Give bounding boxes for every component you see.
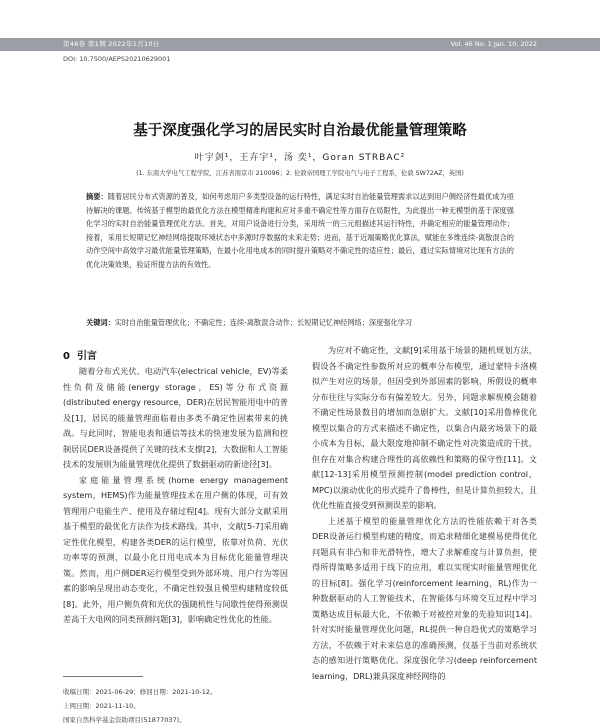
- footnote-funding: 国家自然科学基金资助项目(51877037)。: [63, 716, 186, 724]
- footnote-received: 收稿日期：2021-06-29；修回日期：2021-10-12。: [63, 688, 217, 696]
- paragraph: 家庭能量管理系统(home energy management system，HEMS)作为能量管理技术在用户侧的体现，可有效管理用户电能生产、使用及存储过程[4]。现有大部分文献采用基于模型的最优化方法作为技术路线。其中，文献[5-7]采用确定性优化模型，构建各类DER的运行模型，依靠对负荷、光伏功率等的预测，以最小化日用电成本为目标优化能量管理决策。然而，用户侧DER运行模型受到外部环境、用户行为等因素的影响呈现出动态变化，不确定性较强且模型构建精度较低[8]。此外，用户侧负荷和光伏的强随机性与间歇性使得预测误差高于大电网的同类预测问题[3]，影响确定性优化的性能。: [63, 474, 288, 624]
- paper-title: 基于深度强化学习的居民实时自治最优能量管理策略: [133, 123, 467, 139]
- section-heading: [63, 347, 97, 362]
- journal-issue-cn: 第46卷 第1期 2022年1月10日: [63, 40, 160, 48]
- keywords-text: 实时自治能量管理优化；不确定性；连续-离散混合动作；长短期记忆神经网络；深度强化学习: [114, 318, 413, 327]
- footnote-online: 上网日期：2021-11-10。: [63, 702, 140, 710]
- keywords-label: 关键词：: [86, 318, 115, 327]
- right-column: [312, 343, 537, 684]
- left-column: [63, 364, 288, 628]
- section-title: 引言: [76, 351, 97, 362]
- paragraph: 为应对不确定性，文献[9]采用基于场景的随机规划方法，假设各不确定性参数所对应的概率分布模型，通过蒙特卡洛模拟产生对应的场景，但因受到外部因素的影响，所假设的概率分布往往与实际分布有偏差较大。另外，同题求解规模会随着不确定性场景数目的增加而急剧扩大。文献[10]采用鲁棒优化模型以集合的方式来描述不确定性，以集合内最劣场景下的最小成本为目标，最大限度地抑制不确定性对决策造成的干扰，但存在对集合构建合理性的高依赖性和策略的保守性[11]。文献[12-13]采用模型预测控制(model prediction control，MPC)以滚动优化的形式提升了鲁棒性，但是计算负担较大，且优化性能直接受到预测误差的影响。: [312, 345, 537, 510]
- journal-issue-en: Vol. 46 No. 1 Jan. 10, 2022: [450, 40, 537, 48]
- paragraph: 上述基于模型的能量管理优化方法的性能依赖于对各类DER设备运行模型构建的精度，而追求精细化建模易使得优化问题具有非凸和非光滑特性，增大了求解难度与计算负担，使得所得策略多适用于线下的应用，难以实现实时能量管理优化的目标[8]。强化学习(reinforcement learning，RL)作为一种数据驱动的人工智能技术，在智能体与环境交互过程中学习策略达成目标最大化，不依赖于对被控对象的先验知识[14]。针对实时能量管理优化问题，RL提供一种自趋优式的策略学习方法，不依赖于对未来信息的准确预测，仅基于当前对系统状态的感知进行策略优化。深度强化学习(deep reinforcement learning，DRL)兼具深度神经网络的: [312, 515, 537, 681]
- journal-header-bar: [0, 38, 600, 51]
- paragraph: 随着分布式光伏、电动汽车(electrical vehicle，EV)等柔性负荷及储能(energy storage，ES)等分布式资源(distributed energy resource，DER)在居民智能用电中的普及[1]，居民的能量管理面临着由多类不确定性因素带来的挑战。与此同时，智能电表和通信等技术的快速发展为监测和控制居民DER设备提供了关键的技术支撑[2]，大数据和人工智能技术的发展则为能量管理优化提供了数据驱动的新途径[3]。: [63, 366, 288, 469]
- author-list: 叶宇剑¹，王卉宇¹，汤 奕¹，Goran STRBAC²: [194, 153, 406, 163]
- doi[interactable]: DOI: 10.7500/AEPS20210629001: [63, 55, 171, 63]
- abstract-label: 摘要：: [86, 192, 108, 201]
- affiliations: (1. 东南大学电气工程学院，江苏省南京市 210096；2. 伦敦帝国理工学院电气与电子工程系，伦敦 SW72AZ，英国): [136, 170, 464, 177]
- footnote-divider: [63, 676, 143, 677]
- keywords: [86, 316, 514, 330]
- section-number: 0: [63, 351, 70, 362]
- abstract-text: 随着居民分布式资源的普及，如何考虑用户多类型设备的运行特性，满足实时自治能量管理需求以达到用户侧经济性最优成为亟待解决的课题。传统基于模型的最优化方法在模型精准构建和应对多重不确定性等方面存在局限性，为此提出一种无模型的基于深度强化学习的实时自治能量管理优化方法。首先，对用户设备进行分类，采用统一的三元组描述其运行特性，并确定相应的能量管理动作；接着，采用长短期记忆神经网络提取环境状态中多源时序数据的未来走势；进而，基于近端策略优化算法，赋能在多维连续-离散混合的动作空间中高效学习最优能量管理策略，在最小化用电成本的同时提升策略对不确定性的适应性；最后，通过实际情境对比现有方法的优化决策效果，验证所提方法的有效性。: [86, 192, 514, 269]
- abstract: [86, 190, 514, 271]
